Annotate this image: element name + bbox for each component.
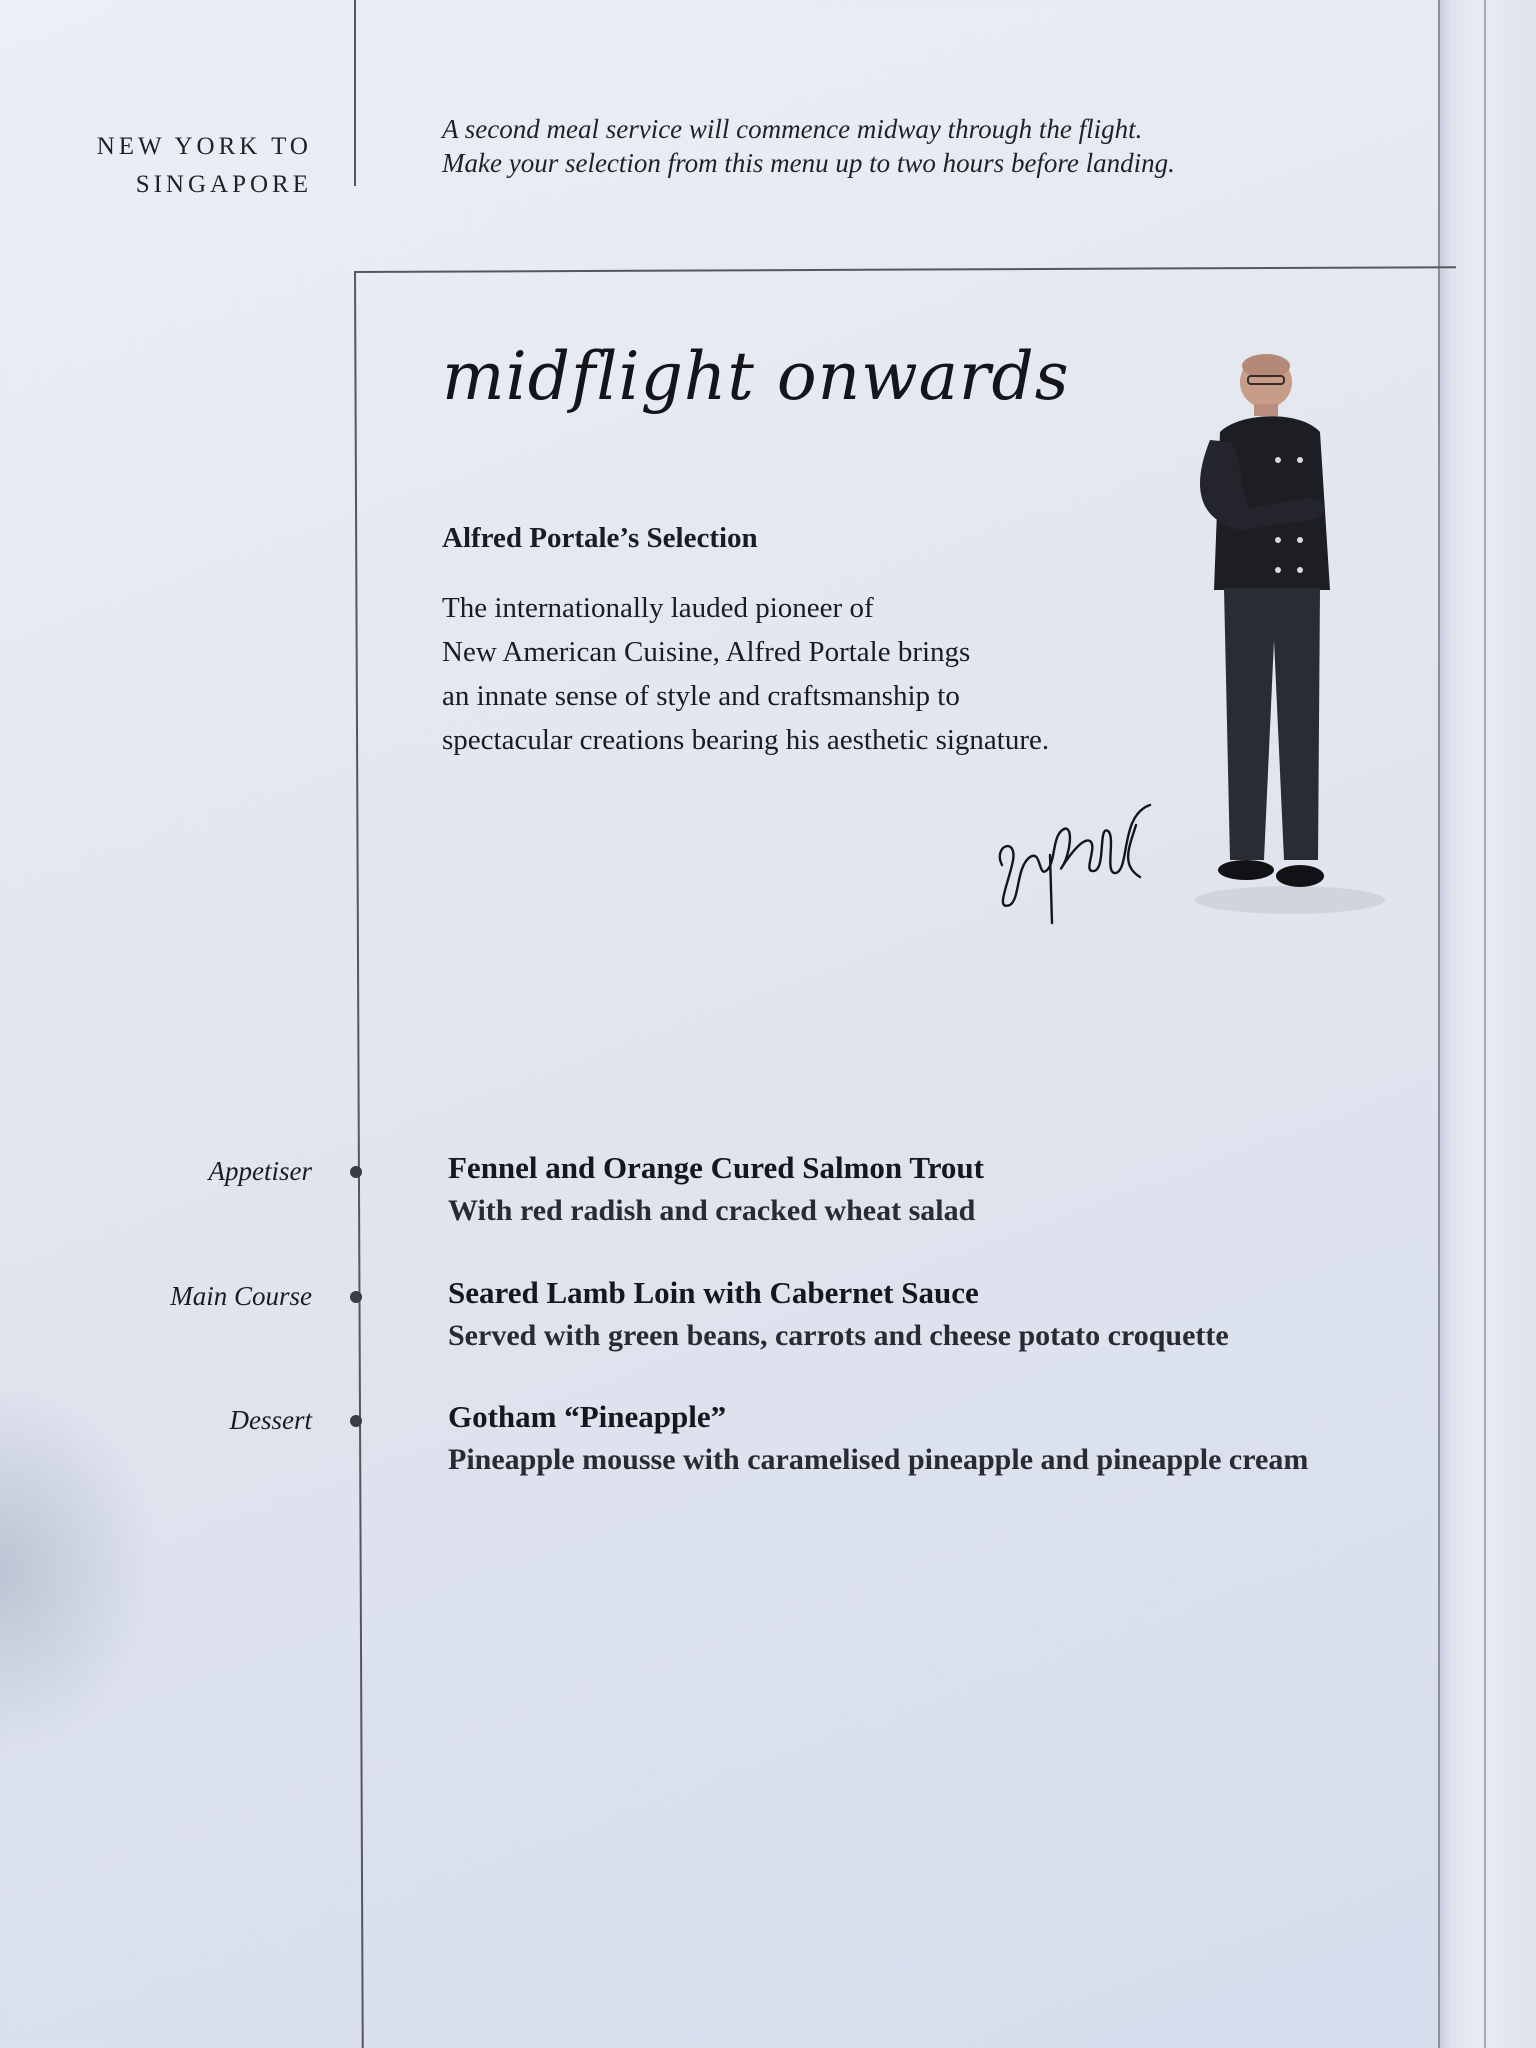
dish-description: Served with green beans, carrots and cheese potato croquette xyxy=(448,1319,1229,1352)
dish-description: With red radish and cracked wheat salad xyxy=(448,1194,976,1227)
timeline-dot xyxy=(350,1291,362,1303)
course-label: Appetiser xyxy=(208,1156,312,1186)
dish-name: Fennel and Orange Cured Salmon Trout xyxy=(448,1150,984,1185)
bio-line: New American Cuisine, Alfred Portale brings xyxy=(442,636,971,668)
dish-name: Seared Lamb Loin with Cabernet Sauce xyxy=(448,1275,979,1310)
timeline-dot xyxy=(350,1166,362,1178)
chef-signature xyxy=(990,795,1160,925)
route-title xyxy=(40,128,312,204)
dish-description: Pineapple mousse with caramelised pineapple and pineapple cream xyxy=(448,1443,1309,1476)
dish-name: Gotham “Pineapple” xyxy=(448,1399,727,1434)
intro-line-1: A second meal service will commence midway through the flight. xyxy=(442,114,1143,144)
timeline-dot xyxy=(350,1415,362,1427)
bio-line: an innate sense of style and craftsmanship to xyxy=(442,680,960,712)
page-fold xyxy=(1484,0,1486,2048)
course-row-main xyxy=(0,1275,1440,1371)
bio-line: spectacular creations bearing his aesthetic signature. xyxy=(442,724,1050,756)
course-label: Main Course xyxy=(170,1281,312,1311)
panel-title: midflight onwards xyxy=(442,338,1070,415)
bio-line: The internationally lauded pioneer of xyxy=(442,592,874,624)
intro-text xyxy=(442,112,1242,180)
intro-line-2: Make your selection from this menu up to two hours before landing. xyxy=(442,148,1175,178)
course-row-appetiser xyxy=(0,1150,1440,1246)
chef-portrait xyxy=(1180,340,1400,940)
route-line-1: NEW YORK TO xyxy=(96,133,312,160)
chef-selection-heading: Alfred Portale’s Selection xyxy=(442,522,758,554)
course-label: Dessert xyxy=(229,1405,312,1435)
chef-bio xyxy=(442,586,1142,762)
route-line-2: SINGAPORE xyxy=(135,171,312,198)
course-row-dessert xyxy=(0,1399,1440,1495)
header-divider xyxy=(354,0,356,186)
